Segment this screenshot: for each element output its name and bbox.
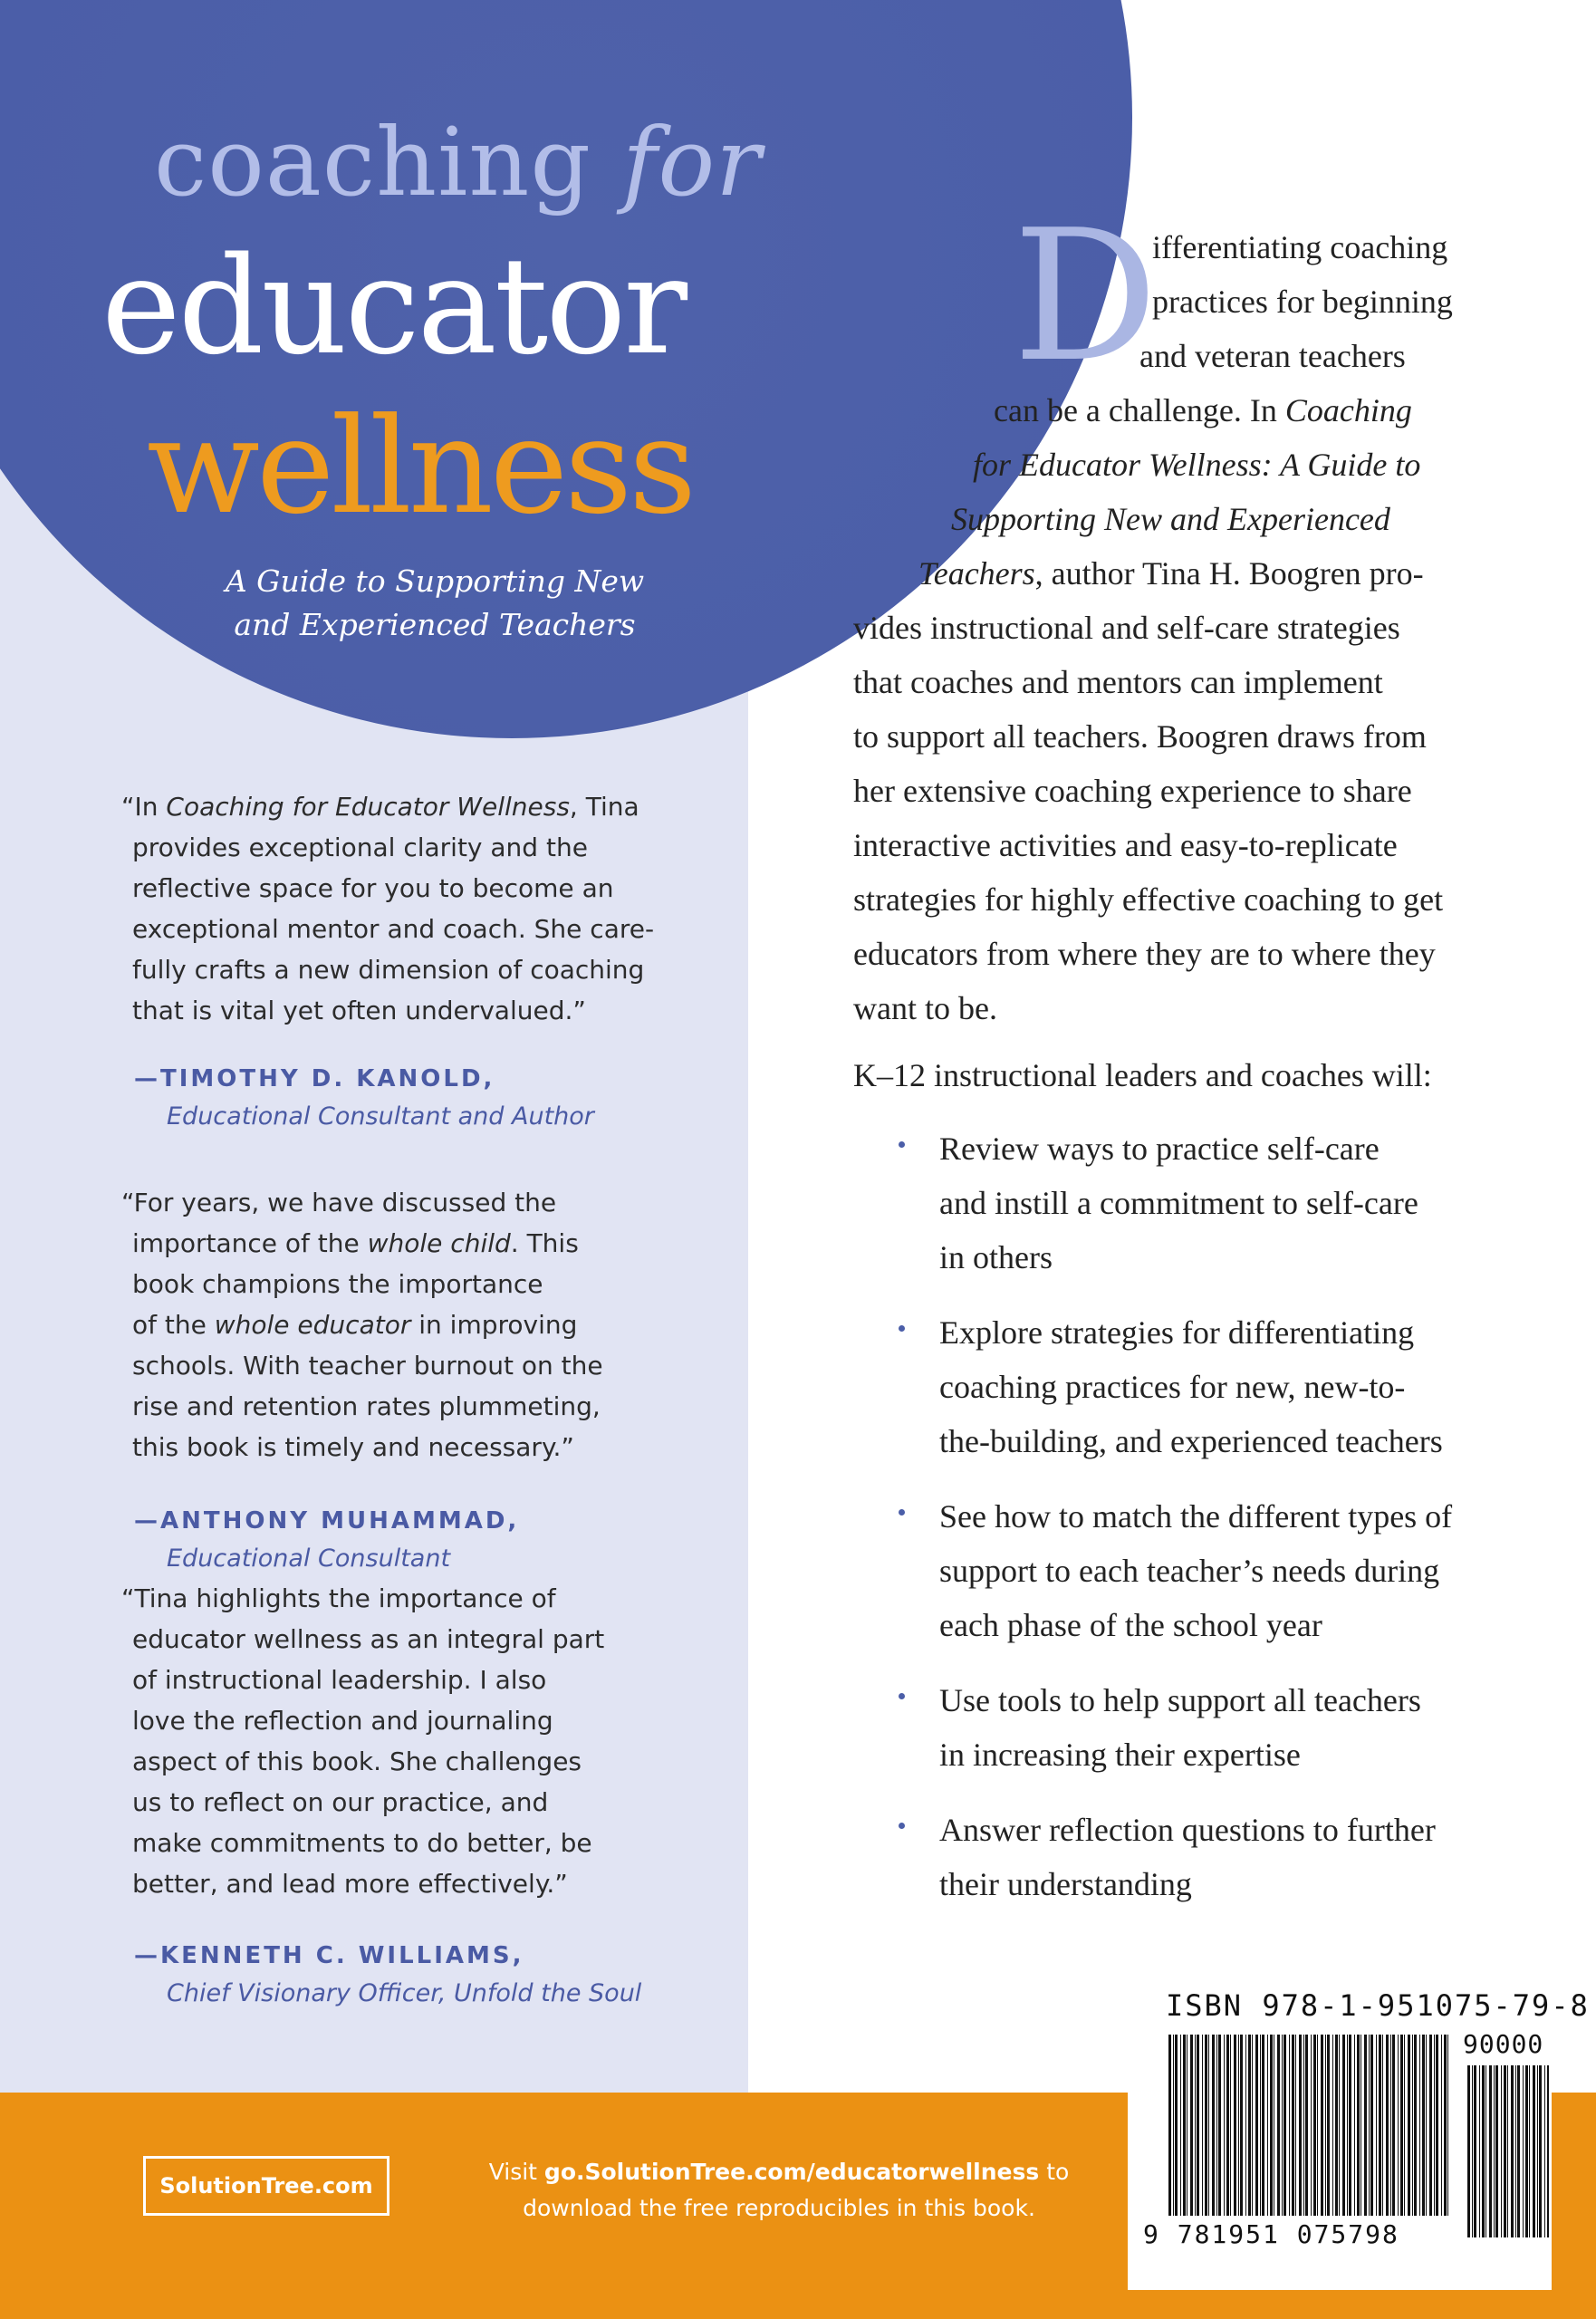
bullet-item: [901, 1803, 1553, 1911]
barcode-main-icon: [1168, 2035, 1449, 2216]
quote-text: provides exceptional clarity and the: [132, 832, 588, 862]
quote-line: [132, 1660, 703, 1700]
visit-url: go.SolutionTree.com/educatorwellness: [543, 2159, 1040, 2185]
description-line: [853, 880, 1443, 919]
bullet-dot-icon: [899, 1823, 905, 1829]
testimonial-quote: [121, 1578, 703, 1904]
quote-line: [132, 1863, 703, 1904]
bullet-line: Use tools to help support all teachers: [939, 1682, 1421, 1718]
quote-text: this book is timely and necessary.”: [132, 1432, 574, 1462]
quote-text: make commitments to do better, be: [132, 1828, 592, 1858]
barcode-addon-icon: [1467, 2065, 1549, 2237]
bullet-line: Review ways to practice self-care: [939, 1131, 1380, 1167]
description-text: her extensive coaching experience to share: [853, 773, 1412, 809]
title-word-for: for: [621, 107, 762, 217]
quote-line: [132, 1782, 703, 1823]
quote-line: [132, 1304, 703, 1345]
bullet-item: [901, 1673, 1553, 1782]
visit-prefix: Visit: [488, 2159, 544, 2185]
quote-text: fully crafts a new dimension of coaching: [132, 955, 645, 985]
publisher-logo: SolutionTree.com: [143, 2156, 389, 2216]
description-line: [853, 663, 1383, 701]
visit-text: [462, 2154, 1096, 2227]
description-text: want to be.: [853, 990, 997, 1026]
visit-line-2: download the free reproducibles in this book.: [523, 2195, 1035, 2221]
quote-text: of the: [132, 1310, 215, 1340]
bullet-text: [901, 1489, 1553, 1652]
title-coaching-for: [154, 107, 788, 217]
attribution-role: Educational Consultant and Author: [167, 1102, 594, 1131]
bullet-dot-icon: [899, 1509, 905, 1516]
quote-line: [132, 1427, 703, 1467]
quote-line: [132, 827, 703, 868]
description-text: interactive activities and easy-to-replicate: [853, 827, 1398, 863]
bullet-line: in increasing their expertise: [939, 1737, 1301, 1773]
attribution-role: Chief Visionary Officer, Unfold the Soul: [167, 1979, 642, 2007]
description-text: to support all teachers. Boogren draws from: [853, 718, 1427, 755]
quote-text: educator wellness as an integral part: [132, 1624, 605, 1654]
attribution-name: —TIMOTHY D. KANOLD,: [134, 1065, 495, 1092]
description-line: [1139, 337, 1406, 375]
testimonial-attribution: [134, 1937, 714, 2013]
description-text: Supporting New and Experienced: [951, 501, 1390, 537]
bullet-line: Answer reflection questions to further: [939, 1812, 1436, 1848]
bullet-list: [901, 1121, 1553, 1932]
description-text: for Educator Wellness: A Guide to: [973, 447, 1421, 483]
bullet-dot-icon: [899, 1141, 905, 1148]
bullet-dot-icon: [899, 1325, 905, 1332]
attribution-name: —KENNETH C. WILLIAMS,: [134, 1942, 524, 1969]
quote-text: better, and lead more effectively.”: [132, 1869, 568, 1899]
bullet-text: [901, 1121, 1553, 1285]
title-educator: educator: [101, 228, 686, 384]
quote-line: [132, 1345, 703, 1386]
description-line: [1152, 228, 1447, 266]
quote-text: rise and retention rates plummeting,: [132, 1391, 601, 1421]
bullet-line: Explore strategies for differentiating: [939, 1314, 1415, 1351]
bullet-item: [901, 1121, 1553, 1285]
bullet-line: the-building, and experienced teachers: [939, 1423, 1443, 1459]
description-line: [853, 935, 1436, 973]
testimonial-quote: [121, 1182, 703, 1467]
quote-text: schools. With teacher burnout on the: [132, 1351, 603, 1381]
description-text: and veteran teachers: [1139, 338, 1406, 374]
quote-text: love the reflection and journaling: [132, 1706, 553, 1736]
bullet-line: each phase of the school year: [939, 1607, 1322, 1643]
description-line: [918, 554, 1424, 592]
description-text: vides instructional and self-care strategies: [853, 610, 1400, 646]
bullet-text: [901, 1803, 1553, 1911]
testimonial-attribution: [134, 1502, 714, 1578]
quote-text: aspect of this book. She challenges: [132, 1746, 582, 1776]
description-line: [853, 609, 1400, 647]
bullet-line: See how to match the different types of: [939, 1498, 1453, 1535]
subtitle-line: and Experienced Teachers: [234, 607, 636, 642]
quote-text: “For years, we have discussed the: [121, 1188, 557, 1217]
bullet-line: support to each teacher’s needs during: [939, 1553, 1440, 1589]
bullet-item: [901, 1489, 1553, 1652]
visit-line: [489, 2159, 1070, 2185]
quote-line: [132, 949, 703, 990]
description-text: that coaches and mentors can implement: [853, 664, 1383, 700]
description-line: [1152, 283, 1453, 321]
quote-text: book champions the importance: [132, 1269, 543, 1299]
description-line: [853, 989, 997, 1027]
quote-text: . This: [510, 1228, 579, 1258]
bullet-item: [901, 1305, 1553, 1468]
testimonial-attribution: [134, 1060, 714, 1136]
description-line: [853, 772, 1412, 810]
quote-line: [132, 868, 703, 909]
isbn: ISBN 978-1-951075-79-8: [1166, 1988, 1590, 2023]
quote-line: [132, 1386, 703, 1427]
quote-text: reflective space for you to become an: [132, 873, 614, 903]
description-text: Teachers: [918, 555, 1035, 592]
quote-line: [132, 1700, 703, 1741]
title-wellness: wellness: [147, 390, 694, 544]
drop-cap: D: [1013, 191, 1159, 402]
quote-line: [121, 1578, 703, 1619]
quote-text: exceptional mentor and coach. She care-: [132, 914, 655, 944]
description-line: [973, 446, 1420, 484]
quote-line: [121, 786, 703, 827]
bullet-line: and instill a commitment to self-care: [939, 1185, 1418, 1221]
quote-text: “Tina highlights the importance of: [121, 1583, 556, 1613]
description-text: educators from where they are to where they: [853, 936, 1436, 972]
quote-line: [132, 990, 703, 1031]
bullet-dot-icon: [899, 1693, 905, 1699]
quote-text: whole child: [367, 1228, 511, 1258]
description-line: [994, 391, 1412, 429]
description-line: [853, 826, 1398, 864]
quote-text: “In: [121, 792, 167, 822]
bullet-line: coaching practices for new, new-to-: [939, 1369, 1406, 1405]
quote-line: [132, 1619, 703, 1660]
bullet-text: [901, 1673, 1553, 1782]
attribution-role: Educational Consultant: [167, 1544, 451, 1573]
description-text: practices for beginning: [1152, 284, 1453, 320]
quote-line: [121, 1182, 703, 1223]
quote-line: [132, 1264, 703, 1304]
quote-line: [132, 909, 703, 949]
quote-text: that is vital yet often undervalued.”: [132, 996, 586, 1025]
attribution-name: —ANTHONY MUHAMMAD,: [134, 1507, 520, 1535]
description-text: ifferentiating coaching: [1152, 229, 1448, 265]
description-line: [951, 500, 1390, 538]
quote-line: [132, 1741, 703, 1782]
bullet-intro: K–12 instructional leaders and coaches will:: [853, 1057, 1432, 1093]
quote-text: Coaching for Educator Wellness: [166, 792, 570, 822]
testimonial-quote: [121, 786, 703, 1031]
barcode-ean-digits: 9 781951 075798: [1143, 2219, 1399, 2249]
subtitle-line: A Guide to Supporting New: [225, 563, 645, 599]
description-text: Coaching: [1284, 392, 1412, 428]
description-text: strategies for highly effective coaching to get: [853, 881, 1444, 918]
quote-text: of instructional leadership. I also: [132, 1665, 547, 1695]
quote-line: [132, 1223, 703, 1264]
quote-line: [132, 1823, 703, 1863]
bullet-text: [901, 1305, 1553, 1468]
subtitle: [181, 560, 688, 647]
quote-text: us to reflect on our practice, and: [132, 1787, 549, 1817]
barcode-addon-digits: 90000: [1463, 2029, 1544, 2059]
visit-suffix: to: [1039, 2159, 1070, 2185]
quote-text: whole educator: [214, 1310, 411, 1340]
quote-text: , Tina: [569, 792, 639, 822]
description-line: [853, 717, 1427, 755]
description-text: , author Tina H. Boogren pro-: [1034, 555, 1424, 592]
bullet-line: their understanding: [939, 1866, 1192, 1902]
quote-text: in improving: [410, 1310, 578, 1340]
quote-text: importance of the: [132, 1228, 368, 1258]
description-text: can be a challenge. In: [994, 392, 1285, 428]
bullet-line: in others: [939, 1239, 1053, 1275]
title-word-coaching: coaching: [154, 107, 622, 217]
